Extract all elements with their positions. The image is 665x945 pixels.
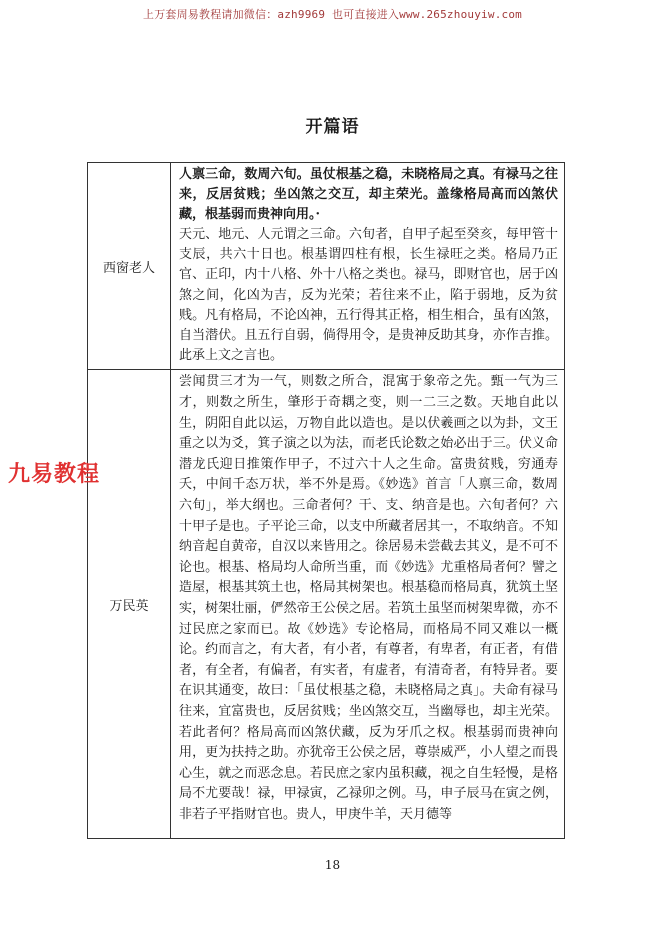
page-number: 18 [324,858,341,872]
page-title: 开篇语 [305,117,360,137]
page-header-text: 上万套周易教程请加微信：azh9969 也可直接进入www.265zhouyiw.com [143,8,522,21]
classic-quote: 人禀三命，数周六旬。虽仗根基之稳，未晓格局之真。有禄马之往来，反居贫贱；坐凶煞之交互，却主荣光。盖缘格局高而凶煞伏藏，根基弱而贵神向用。· [179,167,558,222]
content-cell [171,163,565,370]
commentary-paragraph: 尝闻贯三才为一气，则数之所合，混寓于象帝之先。甄一气为三才，则数之所生，肇形于奇耦之变，则一二三之数。天地自此以生，阴阳自此以运，万物自此以造也。是以伏羲画之以为卦，文王重之以为爻，箕子演之以为法，而老氏论数之始必出于三。伏义命潜龙氏迎日推策作甲子，不过六十人之生命。富贵贫贱，穷通寿夭，中间千态万状，举不外是焉。《妙选》首言「人禀三命，数周六旬」，举大纲也。三命者何？干、支、纳音是也。六旬者何？六十甲子是也。子平论三命，以支中所藏者居其一，不取纳音。不知纳音起自黄帝，自汉以来皆用之。徐居易未尝截去其义，是不可不论也。根基、格局均人命所当重，而《妙选》尤重格局者何？譬之造屋，根基其筑土也，格局其树架也。根基稳而格局真，犹筑土坚实，树架壮丽，俨然帝王公侯之居。若筑土虽坚而树架卑微，亦不过民庶之家而已。故《妙选》专论格局，而格局不同又难以一概论。约而言之，有大者，有小者，有尊者，有卑者，有正者，有借者，有全者，有偏者，有实者，有虚者，有清奇者，有特异者。要在识其通变，故曰：「虽仗根基之稳，未晓格局之真」。夫命有禄马往来，宜富贵也，反居贫贱；坐凶煞交互，当幽辱也，却主光荣。若此者何？格局高而凶煞伏藏，反为牙爪之权。根基弱而贵神向用，更为扶持之助。亦犹帝王公侯之居，尊崇威严，小人望之而畏心生，就之而恶念息。若民庶之家内虽积藏，视之自生轻慢，是格局不尤要哉！禄，甲禄寅，乙禄卯之例。马，申子辰马在寅之例，非若子平指财官也。贵人，甲庚牛羊，天月德等 [179,374,558,822]
content-cell [171,370,565,839]
commentary-paragraph: 天元、地元、人元谓之三命。六旬者，自甲子起至癸亥，每甲管十支辰，共六十日也。根基谓四柱有根，长生禄旺之类。格局乃正官、正印，内十八格、外十八格之类也。禄马，即财官也，居于凶煞之间，化凶为吉，反为光荣；若往来不止，陷于弱地，反为贫贱。凡有格局，不论凶神，五行得其正格，相生相合，虽有凶煞，自当潜伏。且五行自弱，倘得用令，是贵神反助其身，亦作吉推。此承上文之言也。 [179,227,558,364]
table-row [88,370,565,839]
commentary-table [87,162,565,839]
author-cell: 万民英 [88,370,171,839]
author-cell: 西窗老人 [88,163,171,370]
table-row [88,163,565,370]
watermark-logo: 九易教程 [8,462,101,487]
